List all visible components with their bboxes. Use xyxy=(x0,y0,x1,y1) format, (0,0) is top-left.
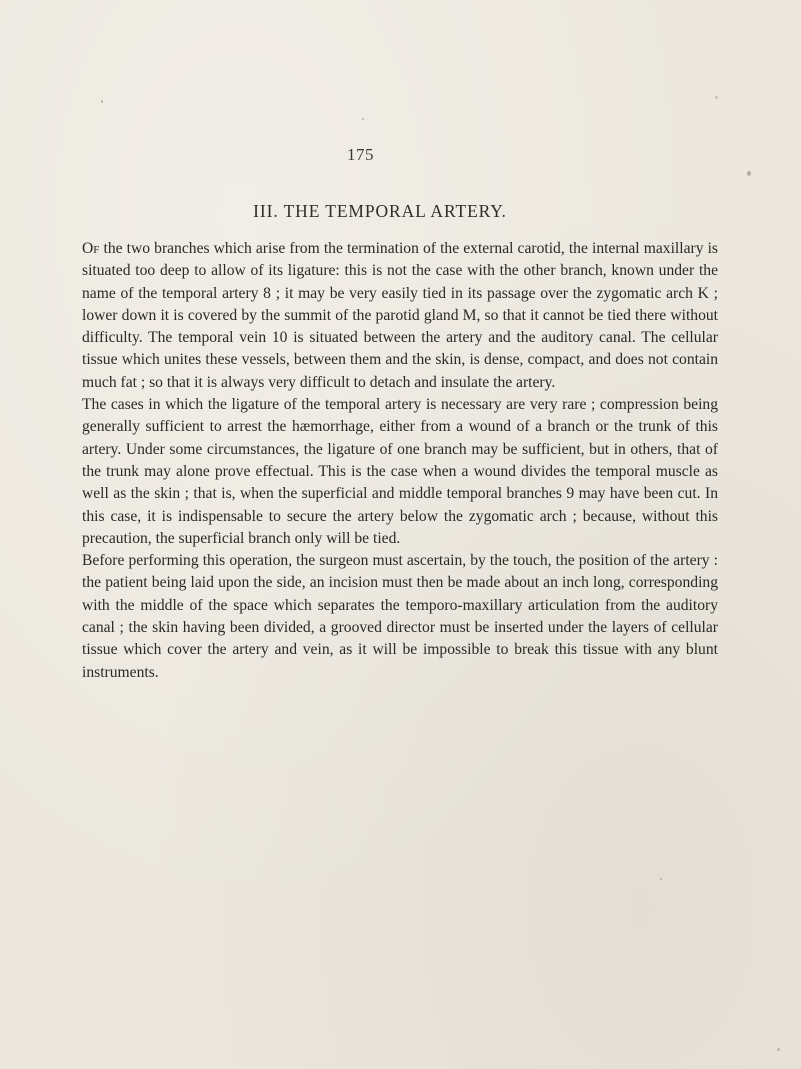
page-number: 175 xyxy=(347,145,374,164)
drop-lead-word: Of xyxy=(82,240,100,257)
paragraph-1 xyxy=(82,238,718,394)
section-title: III. THE TEMPORAL ARTERY. xyxy=(253,201,507,221)
paper-speck xyxy=(747,171,751,176)
paper-speck xyxy=(715,96,718,99)
body-text xyxy=(82,238,718,684)
paper-speck xyxy=(660,878,662,880)
paragraph-3 xyxy=(82,550,718,684)
paper-speck xyxy=(362,118,364,120)
paper-speck xyxy=(777,1048,780,1051)
paragraph-2-text: The cases in which the ligature of the temporal artery is necessary are very rare ; compression being generally sufficient to arrest the hæmorrhage, either from a wound of a branch or the trunk of this artery. Under some circumstances, the ligature of one branch may be sufficient, but in others, that of the trunk may alone prove effectual. This is the case when a wound divides the temporal muscle as well as the skin ; that is, when the superficial and middle temporal branches 9 may have been cut. In this case, it is indispensable to secure the artery below the zygomatic arch ; because, without this precaution, the superficial branch only will be tied. xyxy=(82,396,718,547)
paragraph-3-text: Before performing this operation, the surgeon must ascertain, by the touch, the position of the artery : the patient being laid upon the side, an incision must then be made about an inch long, corresponding with the middle of the space which separates the temporo-maxillary articulation from the auditory canal ; the skin having been divided, a grooved director must be inserted under the layers of cellular tissue which cover the artery and vein, as it will be impossible to break this tissue with any blunt instruments. xyxy=(82,552,718,681)
paragraph-2 xyxy=(82,394,718,550)
paragraph-1-text: the two branches which arise from the termination of the external carotid, the internal maxillary is situated too deep to allow of its ligature: this is not the case with the other branch, known under the name of the temporal artery 8 ; it may be very easily tied in its passage over the zygomatic arch K ; lower down it is covered by the summit of the parotid gland M, so that it cannot be tied there without difficulty. The temporal vein 10 is situated between the artery and the auditory canal. The cellular tissue which unites these vessels, between them and the skin, is dense, compact, and does not contain much fat ; so that it is always very difficult to detach and insulate the artery. xyxy=(82,240,718,391)
paper-speck xyxy=(101,100,103,103)
